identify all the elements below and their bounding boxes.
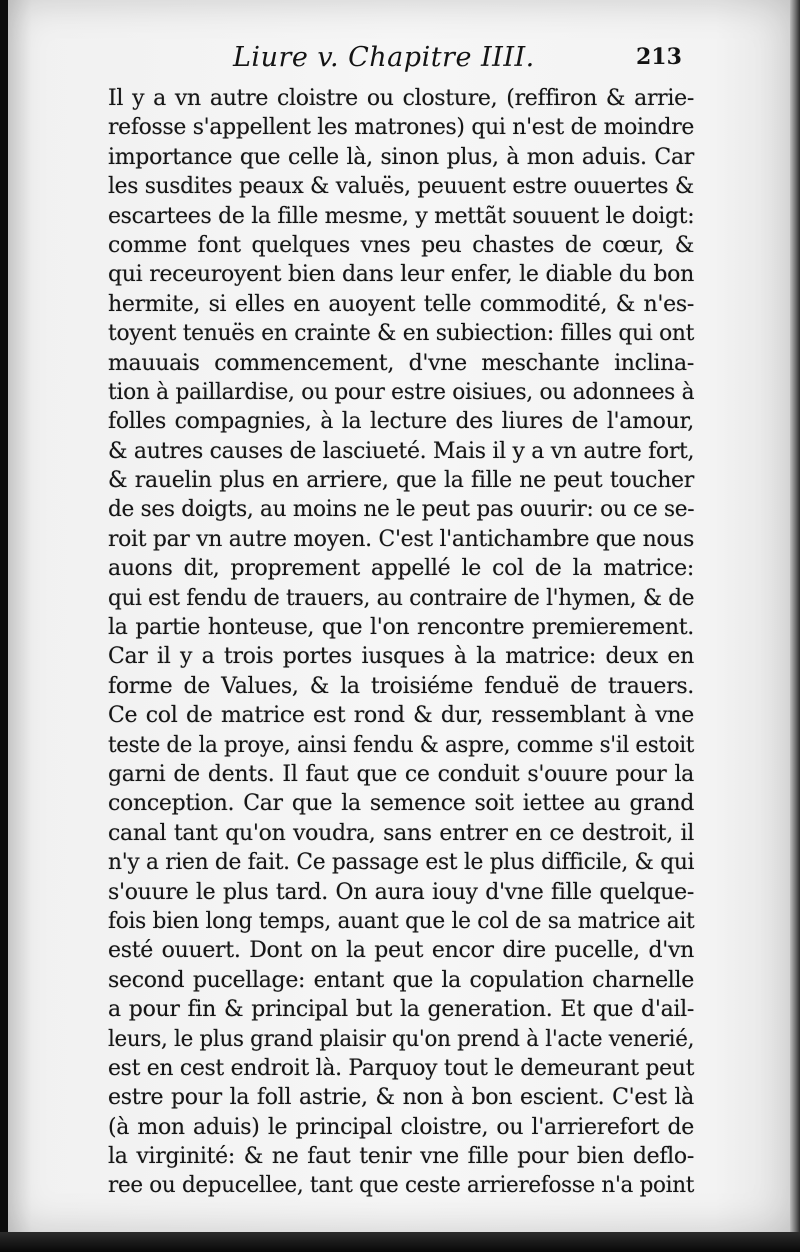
body-text bbox=[108, 84, 694, 1201]
text-line: roit par vn autre moyen. C'est l'antichambre que nous bbox=[108, 526, 695, 552]
text-line: Car il y a trois portes iusques à la matrice: deux en bbox=[108, 644, 694, 670]
text-line: folles compagnies, à la lecture des liures de l'amour, bbox=[108, 409, 694, 435]
text-line: conception. Car que la semence soit iettee au grand bbox=[108, 791, 694, 817]
text-line: leurs, le plus grand plaisir qu'on prend à l'acte venerié, bbox=[108, 1026, 695, 1052]
text-line: tion à paillardise, ou pour estre oisiues, ou adonnees à bbox=[108, 379, 695, 405]
text-line: la virginité: & ne faut tenir vne fille pour bien deflo- bbox=[108, 1144, 694, 1170]
text-line: second pucellage: entant que la copulation charnelle bbox=[108, 967, 694, 993]
text-line: comme font quelques vnes peu chastes de cœur, & bbox=[108, 232, 694, 258]
book-page bbox=[8, 0, 794, 1232]
running-title: Liure v. Chapitre IIII. bbox=[233, 42, 535, 73]
text-line: importance que celle là, sinon plus, à mon aduis. Car bbox=[108, 144, 694, 170]
text-line: hermite, si elles en auoyent telle commodité, & n'es- bbox=[108, 291, 694, 317]
text-line: escartees de la fille mesme, y mettãt souuent le doigt: bbox=[108, 203, 695, 229]
text-line: garni de dents. Il faut que ce conduit s'ouure pour la bbox=[108, 761, 694, 787]
bottom-edge bbox=[0, 1232, 800, 1252]
text-line: Il y a vn autre cloistre ou closture, (reffiron & arrie- bbox=[108, 86, 694, 111]
text-line: canal tant qu'on voudra, sans entrer en ce destroit, il bbox=[108, 820, 694, 846]
running-head bbox=[8, 34, 794, 74]
page-number: 213 bbox=[636, 44, 682, 70]
text-line: a pour fin & principal but la generation. Et que d'ail- bbox=[108, 997, 694, 1023]
text-line: forme de Values, & la troisiéme fenduë de trauers. bbox=[108, 673, 694, 699]
text-line: auons dit, proprement appellé le col de la matrice: bbox=[108, 556, 694, 582]
text-line: les susdites peaux & valuës, peuuent estre ouuertes & bbox=[108, 174, 694, 200]
text-line: s'ouure le plus tard. On aura iouy d'vne fille quelque- bbox=[108, 879, 694, 905]
text-line: & rauelin plus en arriere, que la fille ne peut toucher bbox=[108, 468, 694, 494]
text-line: toyent tenuës en crainte & en subiection: filles qui ont bbox=[108, 321, 695, 347]
text-line: fois bien long temps, auant que le col de sa matrice ait bbox=[108, 908, 695, 934]
text-line: qui receuroyent bien dans leur enfer, le diable du bon bbox=[108, 262, 694, 288]
text-line: de ses doigts, au moins ne le peut pas ouurir: ou ce se- bbox=[108, 497, 695, 523]
text-line: teste de la proye, ainsi fendu & aspre, comme s'il estoit bbox=[108, 732, 695, 758]
text-line: esté ouuert. Dont on la peut encor dire pucelle, d'vn bbox=[108, 938, 694, 964]
text-line: la partie honteuse, que l'on rencontre premierement. bbox=[108, 615, 694, 641]
text-line: estre pour la foll astrie, & non à bon escient. C'est là bbox=[108, 1085, 694, 1111]
text-line: & autres causes de lasciueté. Mais il y a vn autre fort, bbox=[108, 438, 695, 464]
page-edge bbox=[790, 0, 800, 1252]
text-line: (à mon aduis) le principal cloistre, ou l'arrierefort de bbox=[108, 1114, 694, 1140]
text-line: ree ou depucellee, tant que ceste arrierefosse n'a point bbox=[108, 1173, 695, 1199]
text-line: Ce col de matrice est rond & dur, ressemblant à vne bbox=[108, 703, 694, 729]
text-line: refosse s'appellent les matrones) qui n'est de moindre bbox=[108, 115, 695, 141]
text-line: n'y a rien de fait. Ce passage est le plus difficile, & qui bbox=[108, 850, 695, 876]
text-line: est en cest endroit là. Parquoy tout le demeurant peut bbox=[108, 1055, 695, 1081]
text-line: mauuais commencement, d'vne meschante inclina- bbox=[108, 350, 694, 376]
text-line: qui est fendu de trauers, au contraire de l'hymen, & de bbox=[108, 585, 695, 611]
